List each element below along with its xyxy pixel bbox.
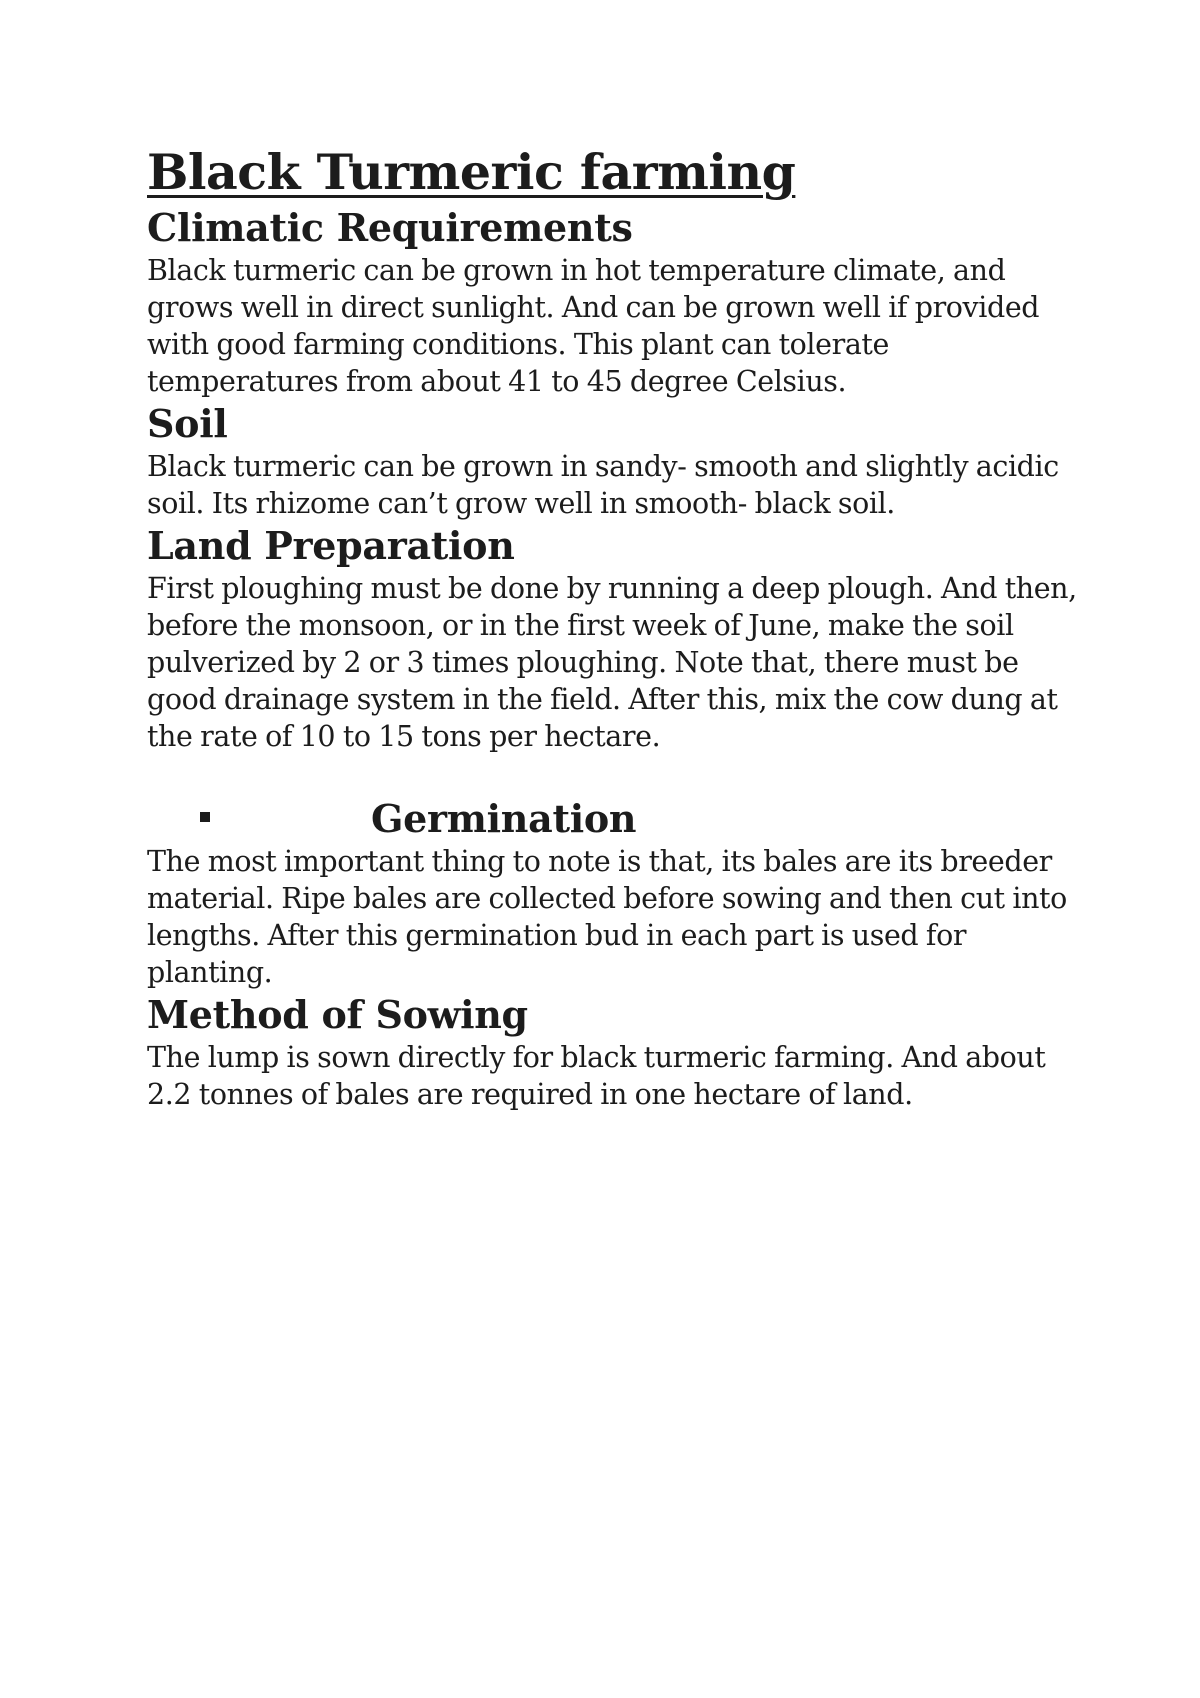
heading-germination: Germination	[371, 796, 637, 841]
paragraph-climatic-requirements: Black turmeric can be grown in hot temperature climate, and grows well in direct sunlight. And can be grown well if provided with good farming conditions. This plant can tolerate temperatures from about 41 to 45 degree Celsius.	[147, 254, 1040, 398]
paragraph-soil: Black turmeric can be grown in sandy- smooth and slightly acidic soil. Its rhizome can’t grow well in smooth- black soil.	[147, 450, 1059, 520]
paragraph-method-of-sowing: The lump is sown directly for black turmeric farming. And about 2.2 tonnes of bales are required in one hectare of land.	[147, 1041, 1046, 1111]
paragraph-land-preparation: First ploughing must be done by running a deep plough. And then, before the monsoon, or in the first week of June, make the soil pulverized by 2 or 3 times ploughing. Note that, there must be good drainage system in the field. After this, mix the cow dung at the rate of 10 to 15 tons per hectare.	[147, 572, 1077, 753]
heading-land-preparation: Land Preparation	[147, 523, 515, 568]
heading-soil: Soil	[147, 401, 228, 446]
paragraph-germination: The most important thing to note is that, its bales are its breeder material. Ripe bales are collected before sowing and then cut into lengths. After this germination bud in each part is used for planting.	[147, 845, 1067, 989]
bulleted-heading-germination	[147, 795, 1077, 843]
document-title: Black Turmeric farming	[147, 143, 796, 201]
square-bullet-icon	[200, 812, 210, 822]
heading-method-of-sowing: Method of Sowing	[147, 992, 528, 1037]
document-content	[147, 140, 1077, 1113]
heading-climatic-requirements: Climatic Requirements	[147, 205, 633, 250]
